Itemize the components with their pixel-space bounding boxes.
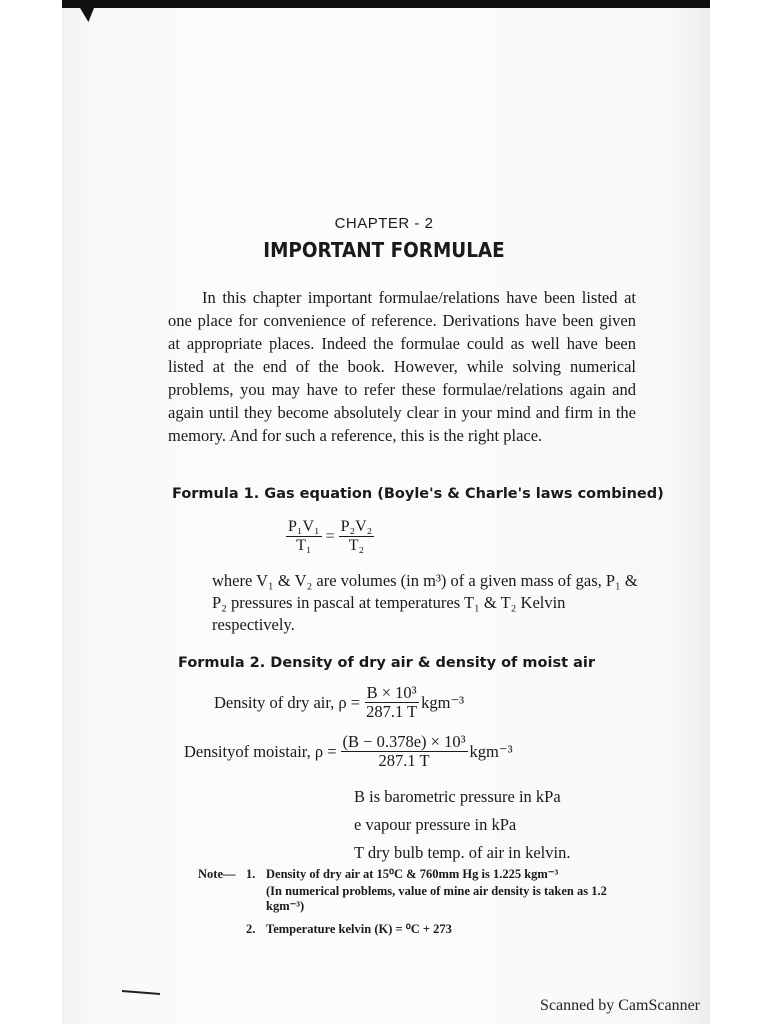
gas-equation-explanation: where V₁ & V₂ are volumes (in m³) of a given mass of gas, P₁ & P₂ pressures in pascal at temperatures T₁ & T₂ Kelvin respectively. [212,571,638,634]
dry-air-fraction [364,684,419,721]
gas-lhs-denominator: T₁ [296,537,312,554]
page-title: IMPORTANT FORMULAE [263,238,505,262]
moist-air-unit: kgm⁻³ [469,741,513,761]
dry-air-density-formula [214,684,464,721]
note-2-number: 2. [246,922,256,936]
equals-sign: = [325,527,335,545]
moist-air-label: Densityof moistair, ρ = [184,741,337,761]
gas-equation [286,518,374,555]
note-2-text: Temperature kelvin (K) = ⁰C + 273 [266,922,452,936]
definition-e: e vapour pressure in kPa [354,815,517,834]
dry-air-unit: kgm⁻³ [421,692,465,712]
note-1-text: Density of dry air at 15⁰C & 760mm Hg is 1.225 kgm⁻³ [266,867,559,881]
moist-air-denominator: 287.1 T [378,751,430,770]
note-1-detail: (In numerical problems, value of mine air density is taken as 1.2 kgm⁻³) [266,884,607,913]
gas-lhs-fraction [286,518,322,555]
definition-t: T dry bulb temp. of air in kelvin. [354,843,571,862]
note-label: Note— [198,867,236,881]
gas-lhs-numerator: P₁V₁ [288,518,320,535]
scanner-watermark: Scanned by CamScanner [540,997,700,1014]
gas-rhs-denominator: T₂ [348,537,365,554]
formula-2-heading: Formula 2. Density of dry air & density of moist air [178,655,595,671]
intro-paragraph: In this chapter important formulae/relations have been listed at one place for convenience of reference. Derivations have been given at appropriate places. Indeed the formulae could as well have been listed at the end of the book. However, while solving numerical problems, you may have to refer these formulae/relations again and again until they become absolutely clear in your mind and firm in the memory. And for such a reference, this is the right place. [168,288,636,445]
dry-air-label: Density of dry air, ρ = [214,692,361,712]
gas-rhs-fraction [339,518,375,555]
moist-air-density-formula [184,733,513,770]
moist-air-numerator: (B − 0.378e) × 10³ [342,732,466,751]
note-1-number: 1. [246,867,256,881]
gas-rhs-numerator: P₂V₂ [340,518,373,535]
moist-air-fraction [341,733,468,770]
definition-b: B is barometric pressure in kPa [354,787,561,806]
dry-air-denominator: 287.1 T [366,702,418,721]
page-top-shadow [62,0,710,8]
dry-air-numerator: B × 10³ [366,683,417,702]
chapter-number: CHAPTER - 2 [334,215,434,232]
formula-1-heading: Formula 1. Gas equation (Boyle's & Charle's laws combined) [172,486,664,502]
